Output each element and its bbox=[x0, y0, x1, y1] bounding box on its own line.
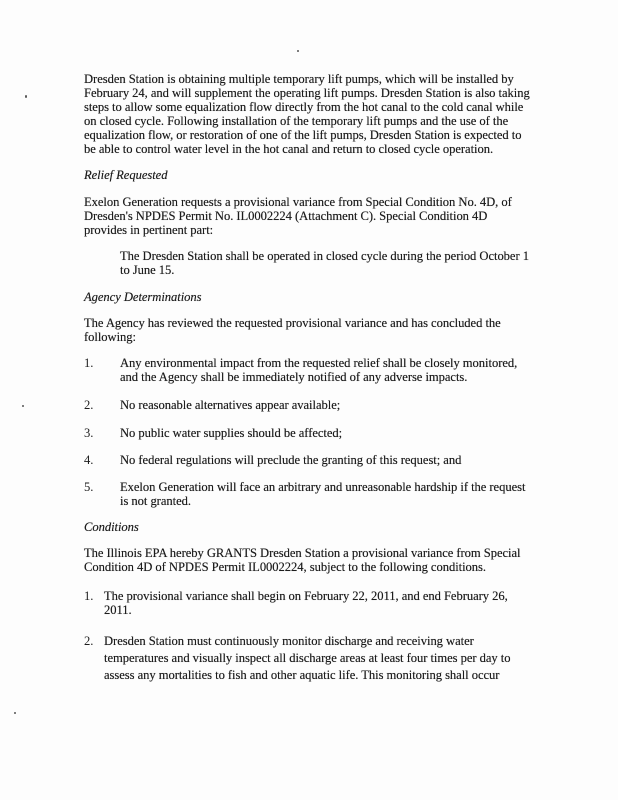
text-line: No federal regulations will preclude the granting of this request; and bbox=[120, 453, 462, 467]
conditions-heading: Conditions bbox=[84, 520, 139, 534]
text-line: The provisional variance shall begin on February 22, 2011, and end February 26, bbox=[104, 589, 508, 603]
text-line: on closed cycle. Following installation of the temporary lift pumps and the use of the bbox=[84, 114, 509, 128]
text-line: and the Agency shall be immediately notified of any adverse impacts. bbox=[120, 370, 468, 384]
text-line: equalization flow, or restoration of one of the lift pumps, Dresden Station is expected to bbox=[84, 128, 522, 142]
list-number: 1. bbox=[84, 589, 94, 603]
text-line: be able to control water level in the hot canal and return to closed cycle operation. bbox=[84, 142, 494, 156]
text-line: February 24, and will supplement the operating lift pumps. Dresden Station is also taking bbox=[84, 86, 530, 100]
text-line: Any environmental impact from the requested relief shall be closely monitored, bbox=[120, 356, 518, 370]
text-line: The Illinois EPA hereby GRANTS Dresden Station a provisional variance from Special bbox=[84, 546, 521, 560]
text-line: following: bbox=[84, 330, 136, 344]
scan-speck bbox=[297, 50, 299, 52]
list-number: 2. bbox=[84, 398, 94, 412]
scan-speck bbox=[14, 712, 16, 714]
text-line: provides in pertinent part: bbox=[84, 223, 214, 237]
text-line: Condition 4D of NPDES Permit IL0002224, subject to the following conditions. bbox=[84, 560, 486, 574]
text-line: No reasonable alternatives appear available; bbox=[120, 398, 341, 412]
text-line: Exelon Generation requests a provisional variance from Special Condition No. 4D, of bbox=[84, 195, 512, 209]
list-number: 2. bbox=[84, 634, 94, 648]
relief-requested-heading: Relief Requested bbox=[84, 168, 168, 182]
list-number: 4. bbox=[84, 453, 94, 467]
text-line: Exelon Generation will face an arbitrary and unreasonable hardship if the request bbox=[120, 480, 526, 494]
list-number: 1. bbox=[84, 356, 94, 370]
list-number: 5. bbox=[84, 480, 94, 494]
text-line: 2011. bbox=[104, 603, 132, 617]
agency-determinations-heading: Agency Determinations bbox=[84, 290, 202, 304]
text-line: temperatures and visually inspect all discharge areas at least four times per day to bbox=[104, 651, 511, 665]
text-line: The Dresden Station shall be operated in closed cycle during the period October 1 bbox=[120, 249, 529, 263]
text-line: No public water supplies should be affected; bbox=[120, 426, 343, 440]
text-line: Dresden Station is obtaining multiple temporary lift pumps, which will be installed by bbox=[84, 72, 514, 86]
text-line: assess any mortalities to fish and other aquatic life. This monitoring shall occur bbox=[104, 668, 500, 682]
text-line: is not granted. bbox=[120, 494, 191, 508]
scan-speck bbox=[22, 405, 24, 407]
scan-speck bbox=[25, 95, 27, 98]
text-line: Dresden Station must continuously monitor discharge and receiving water bbox=[104, 634, 474, 648]
text-line: to June 15. bbox=[120, 263, 175, 277]
list-number: 3. bbox=[84, 426, 94, 440]
text-line: steps to allow some equalization flow directly from the hot canal to the cold canal while bbox=[84, 100, 524, 114]
text-line: The Agency has reviewed the requested provisional variance and has concluded the bbox=[84, 316, 501, 330]
text-line: Dresden's NPDES Permit No. IL0002224 (Attachment C). Special Condition 4D bbox=[84, 209, 488, 223]
